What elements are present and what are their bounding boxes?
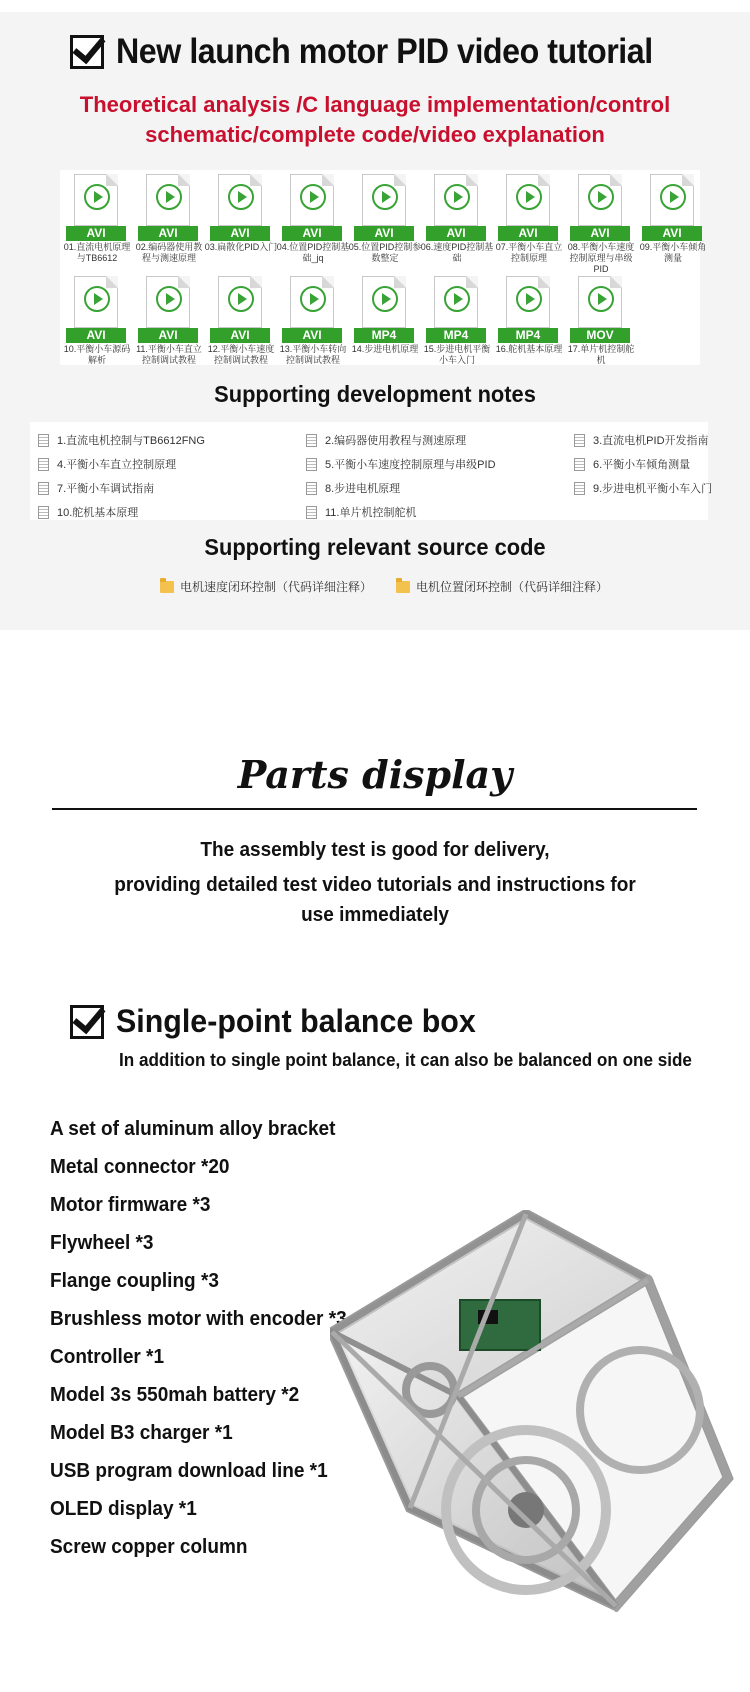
parts-list-item: Model B3 charger *1 (50, 1422, 233, 1444)
play-icon (300, 184, 326, 210)
note-item[interactable]: 1.直流电机控制与TB6612FNG (38, 432, 205, 448)
document-icon (306, 458, 317, 471)
video-file[interactable] (567, 276, 635, 368)
file-name: 08.平衡小车速度控制原理与串级PID (567, 242, 635, 274)
file-format-badge: AVI (210, 328, 270, 343)
note-item[interactable]: 11.单片机控制舵机 (306, 504, 416, 520)
video-file[interactable] (207, 276, 275, 368)
file-name: 03.扁散化PID入门 (204, 242, 278, 252)
file-name: 13.平衡小车转向控制调试教程 (279, 344, 347, 365)
video-file-icon (434, 276, 478, 328)
video-file-icon (506, 174, 550, 226)
document-icon (38, 458, 49, 471)
video-file[interactable] (420, 174, 494, 266)
parts-line2: providing detailed test video tutorials and instructions for (114, 874, 636, 896)
play-icon (588, 286, 614, 312)
source-folder[interactable]: 电机位置闭环控制（代码详细注释） (396, 578, 608, 595)
video-file-icon (74, 174, 118, 226)
file-format-badge: AVI (570, 226, 630, 241)
note-item[interactable]: 4.平衡小车直立控制原理 (38, 456, 176, 472)
product-subtitle: In addition to single point balance, it can also be balanced on one side (119, 1050, 692, 1070)
file-name: 01.直流电机原理与TB6612 (63, 242, 131, 263)
video-file-icon (650, 174, 694, 226)
play-icon (84, 184, 110, 210)
document-icon (38, 482, 49, 495)
document-icon (306, 434, 317, 447)
play-icon (372, 286, 398, 312)
play-icon (156, 286, 182, 312)
file-format-badge: AVI (66, 328, 126, 343)
parts-list-item: OLED display *1 (50, 1498, 197, 1520)
video-file[interactable] (351, 276, 419, 368)
video-file[interactable] (276, 174, 350, 266)
file-format-badge: MP4 (498, 328, 558, 343)
file-name: 02.编码器使用教程与测速原理 (135, 242, 203, 263)
play-icon (444, 286, 470, 312)
balance-cube-image (330, 1210, 750, 1640)
parts-list-item: Flywheel *3 (50, 1232, 154, 1254)
video-file[interactable] (423, 276, 491, 368)
file-format-badge: AVI (282, 328, 342, 343)
tutorial-subtitle-line1: Theoretical analysis /C language implementation/control (79, 92, 671, 117)
play-icon (156, 184, 182, 210)
video-file[interactable] (138, 276, 202, 368)
video-file-icon (290, 276, 334, 328)
note-item[interactable]: 2.编码器使用教程与测速原理 (306, 432, 466, 448)
product-heading (70, 1003, 495, 1040)
parts-list-item: Controller *1 (50, 1346, 165, 1368)
video-file-icon (290, 174, 334, 226)
parts-list (50, 1110, 362, 1566)
play-icon (372, 184, 398, 210)
video-file[interactable] (135, 174, 203, 266)
parts-list-item: A set of aluminum alloy bracket (50, 1118, 336, 1140)
notes-heading: Supporting development notes (214, 381, 536, 407)
file-format-badge: AVI (498, 226, 558, 241)
divider (52, 808, 697, 810)
video-file[interactable] (567, 174, 635, 274)
video-file-icon (146, 174, 190, 226)
note-item[interactable]: 9.步进电机平衡小车入门 (574, 480, 712, 496)
video-file[interactable] (348, 174, 422, 266)
video-file-icon (434, 174, 478, 226)
parts-title: Parts display (237, 752, 513, 797)
file-name: 10.平衡小车源码解析 (63, 344, 131, 365)
parts-list-item: Motor firmware *3 (50, 1194, 211, 1216)
parts-line3: use immediately (301, 904, 449, 926)
video-file-icon (578, 276, 622, 328)
video-file[interactable] (639, 174, 707, 266)
parts-list-item: USB program download line *1 (50, 1460, 328, 1482)
file-format-badge: AVI (282, 226, 342, 241)
folder-icon (160, 581, 174, 593)
file-name: 14.步进电机原理 (351, 344, 419, 354)
notes-list (30, 422, 713, 520)
play-icon (84, 286, 110, 312)
note-item[interactable]: 6.平衡小车倾角测量 (574, 456, 690, 472)
video-file-grid (60, 170, 707, 365)
parts-line1: The assembly test is good for delivery, (200, 839, 550, 861)
file-format-badge: MOV (570, 328, 630, 343)
product-title: Single-point balance box (116, 1003, 476, 1039)
play-icon (228, 286, 254, 312)
file-format-badge: MP4 (426, 328, 486, 343)
tutorial-heading (70, 30, 699, 74)
file-name: 06.速度PID控制基础 (420, 242, 494, 263)
tutorial-subtitle-line2: schematic/complete code/video explanation (145, 122, 605, 147)
document-icon (574, 482, 585, 495)
video-file[interactable] (204, 174, 278, 266)
file-format-badge: AVI (138, 328, 198, 343)
parts-list-item: Screw copper column (50, 1536, 248, 1558)
source-folder[interactable]: 电机速度闭环控制（代码详细注释） (160, 578, 372, 595)
play-icon (444, 184, 470, 210)
play-icon (228, 184, 254, 210)
note-item[interactable]: 10.舵机基本原理 (38, 504, 138, 520)
parts-list-item: Model 3s 550mah battery *2 (50, 1384, 300, 1406)
document-icon (574, 434, 585, 447)
file-format-badge: AVI (426, 226, 486, 241)
file-name: 09.平衡小车倾角测量 (639, 242, 707, 263)
file-format-badge: AVI (642, 226, 702, 241)
note-item[interactable]: 3.直流电机PID开发指南 (574, 432, 709, 448)
document-icon (306, 482, 317, 495)
file-format-badge: AVI (138, 226, 198, 241)
video-file[interactable] (63, 174, 131, 266)
file-name: 11.平衡小车直立控制调试教程 (136, 344, 202, 365)
document-icon (38, 506, 49, 519)
file-name: 12.平衡小车速度控制调试教程 (207, 344, 275, 365)
file-format-badge: AVI (66, 226, 126, 241)
file-format-badge: MP4 (354, 328, 414, 343)
file-format-badge: AVI (354, 226, 414, 241)
document-icon (38, 434, 49, 447)
video-file[interactable] (63, 276, 131, 368)
video-file[interactable] (495, 174, 563, 266)
video-file-icon (74, 276, 118, 328)
file-name: 07.平衡小车直立控制原理 (495, 242, 563, 263)
tutorial-title: New launch motor PID video tutorial (116, 32, 653, 71)
document-icon (306, 506, 317, 519)
file-name: 15.步进电机平衡小车入门 (423, 344, 491, 365)
file-name: 04.位置PID控制基础_jq (276, 242, 350, 263)
play-icon (300, 286, 326, 312)
video-file-icon (362, 174, 406, 226)
video-file-icon (218, 174, 262, 226)
source-heading: Supporting relevant source code (204, 534, 546, 560)
parts-list-item: Flange coupling *3 (50, 1270, 219, 1292)
note-item[interactable]: 5.平衡小车速度控制原理与串级PID (306, 456, 496, 472)
file-name: 16.舵机基本原理 (495, 344, 563, 354)
video-file-icon (506, 276, 550, 328)
file-name: 05.位置PID控制参数整定 (348, 242, 422, 263)
checkbox-icon (70, 35, 104, 69)
video-file-icon (218, 276, 262, 328)
document-icon (574, 458, 585, 471)
play-icon (516, 184, 542, 210)
file-format-badge: AVI (210, 226, 270, 241)
play-icon (588, 184, 614, 210)
video-file[interactable] (495, 276, 563, 368)
folder-icon (396, 581, 410, 593)
video-file[interactable] (279, 276, 347, 368)
checkbox-icon (70, 1005, 104, 1039)
parts-list-item: Metal connector *20 (50, 1156, 230, 1178)
play-icon (660, 184, 686, 210)
note-item[interactable]: 7.平衡小车调试指南 (38, 480, 154, 496)
video-file-icon (146, 276, 190, 328)
video-file-icon (362, 276, 406, 328)
play-icon (516, 286, 542, 312)
parts-list-item: Brushless motor with encoder *3 (50, 1308, 347, 1330)
video-file-icon (578, 174, 622, 226)
file-name: 17.单片机控制舵机 (567, 344, 635, 365)
note-item[interactable]: 8.步进电机原理 (306, 480, 400, 496)
